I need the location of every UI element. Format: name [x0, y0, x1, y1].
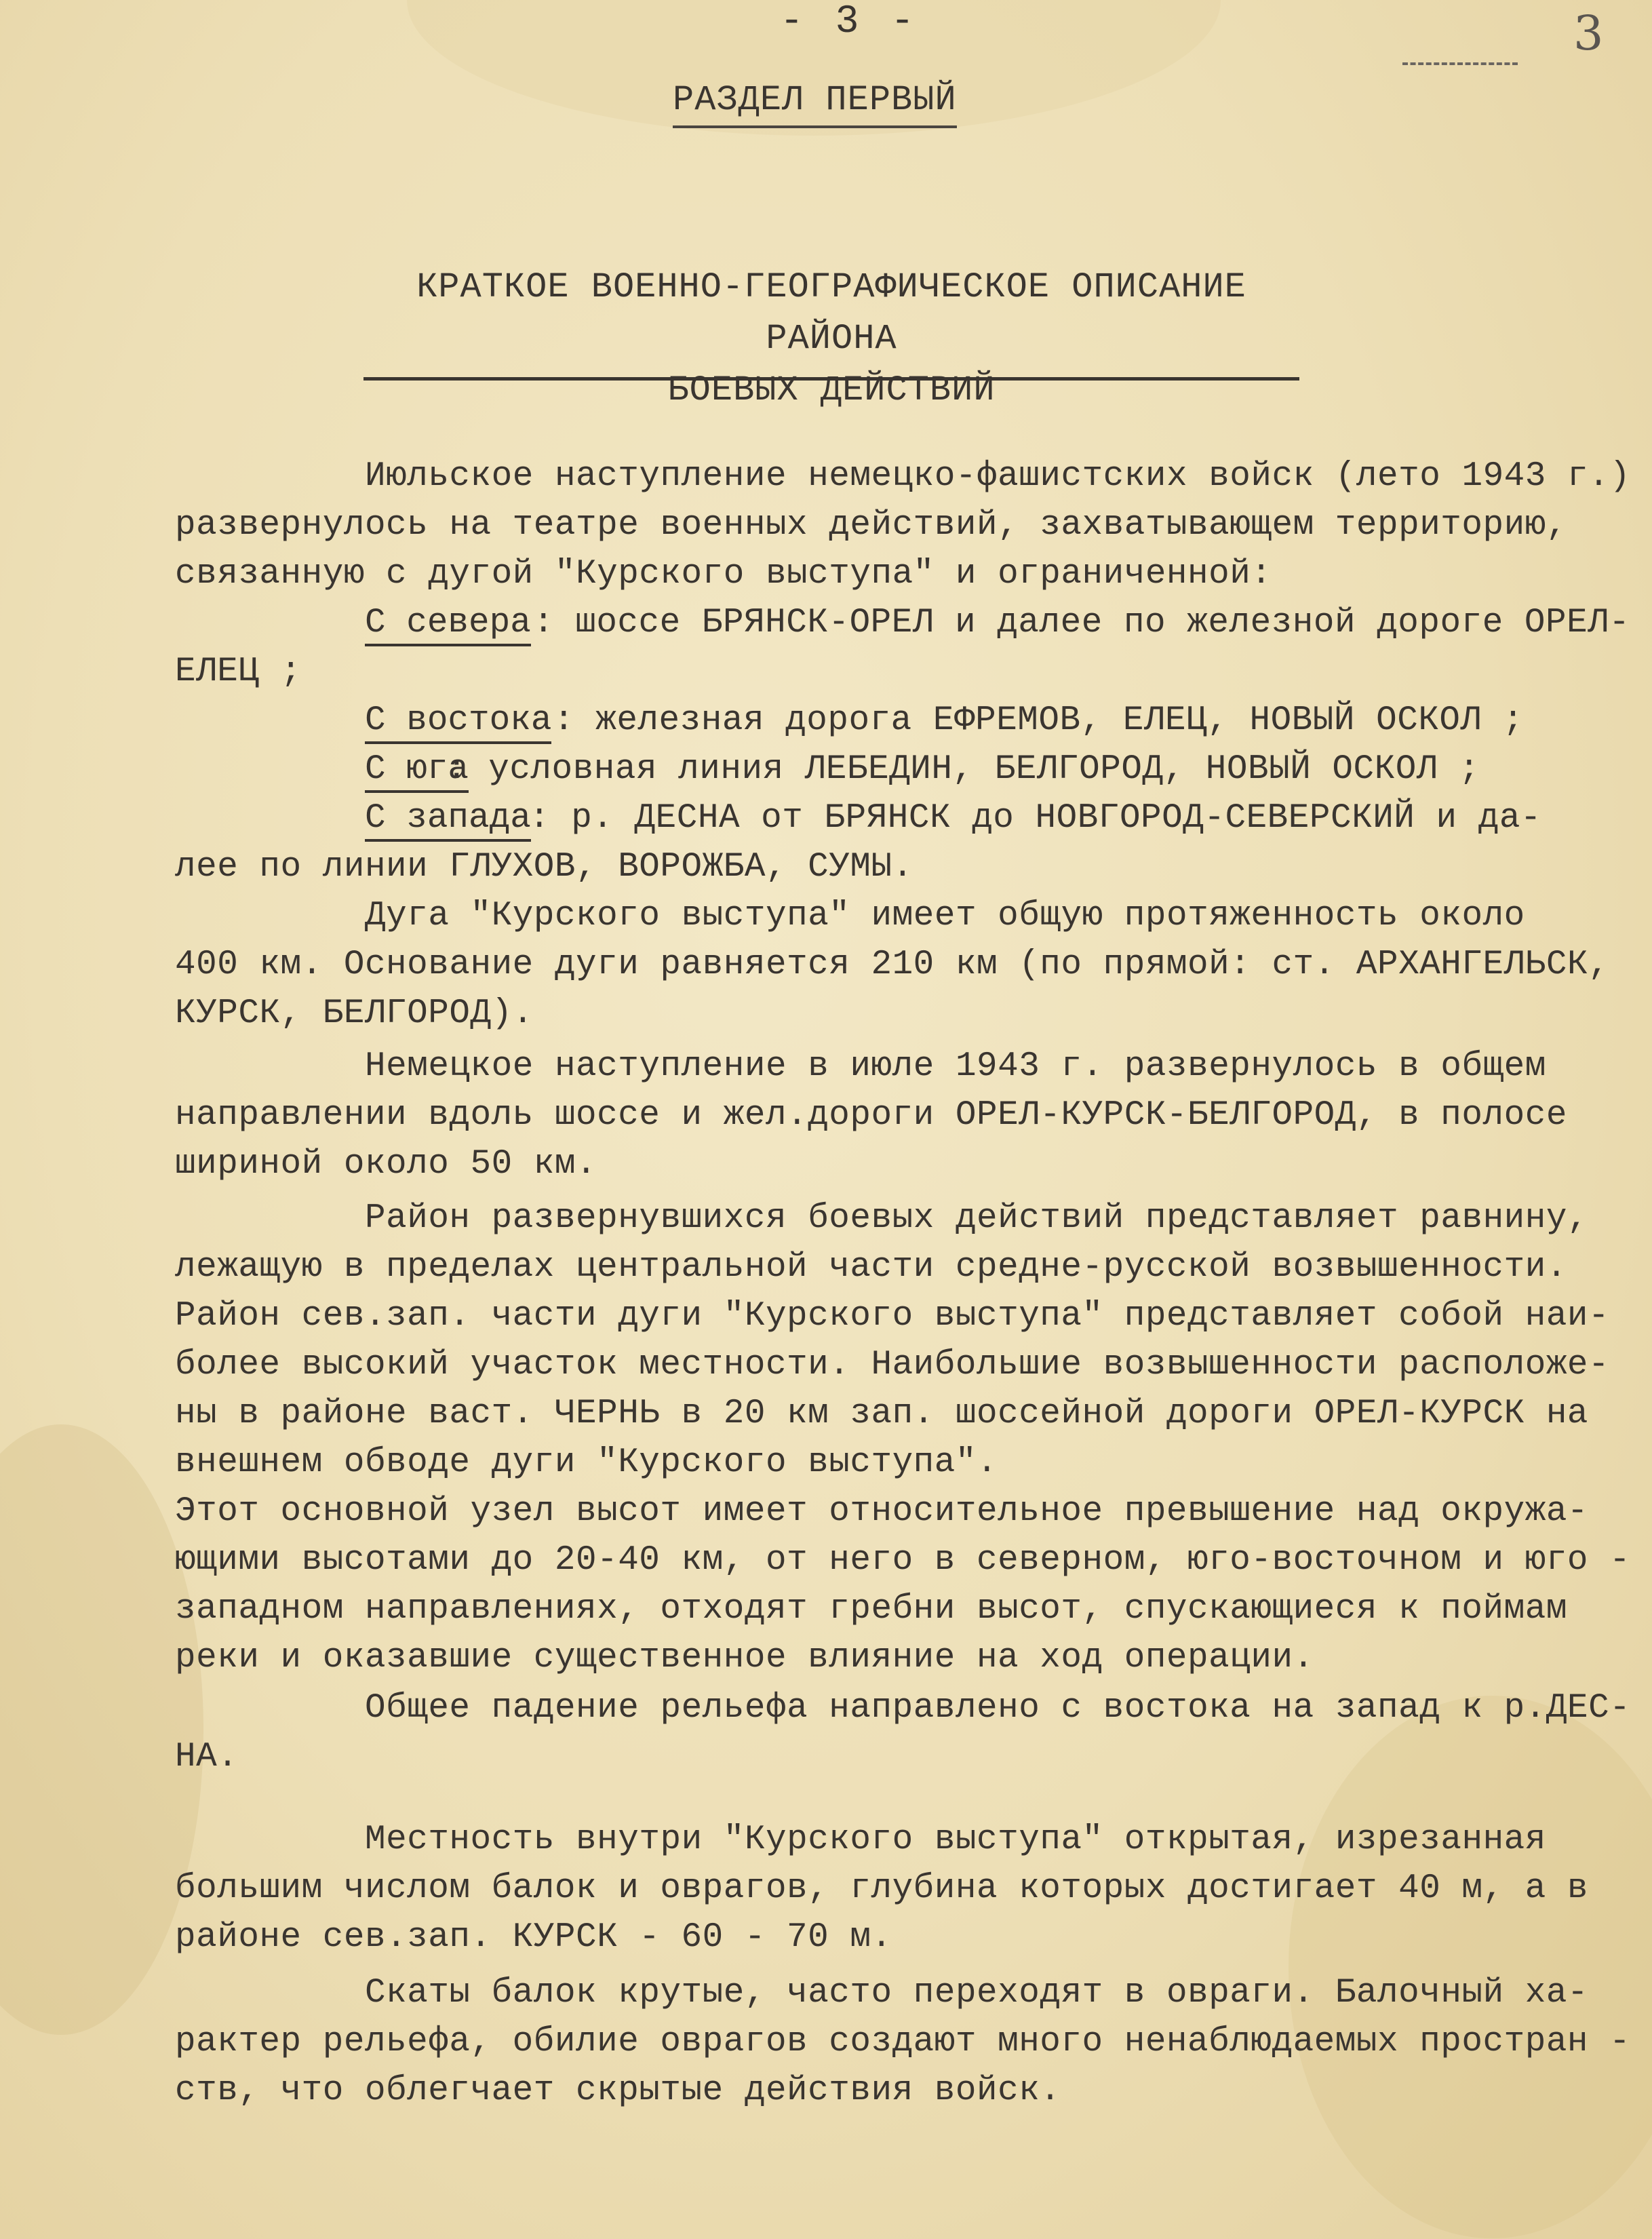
- text-line: Общее падение рельефа направлено с востока на запад к р.ДЕС-: [365, 1689, 1631, 1728]
- text-line: направлении вдоль шоссе и жел.дороги ОРЕЛ-КУРСК-БЕЛГОРОД, в полосе: [175, 1096, 1567, 1135]
- paper-stain: [0, 1424, 203, 2035]
- text-line: шириной около 50 км.: [175, 1145, 597, 1184]
- document-heading: [363, 262, 1299, 416]
- text-line: районе сев.зап. КУРСК - 60 - 70 м.: [175, 1918, 892, 1957]
- text-line: 400 км. Основание дуги равняется 210 км (по прямой: ст. АРХАНГЕЛЬСК,: [175, 946, 1610, 984]
- page-number: - 3 -: [780, 0, 919, 44]
- text-line: связанную с дугой "Курского выступа" и ограниченной:: [175, 555, 1272, 593]
- direction-west-label: С запада: [365, 799, 531, 842]
- text-line: внешнем обводе дуги "Курского выступа".: [175, 1443, 998, 1482]
- text-line: более высокий участок местности. Наибольшие возвышенности расположе-: [175, 1346, 1610, 1384]
- text-line: Июльское наступление немецко-фашистских войск (лето 1943 г.): [365, 457, 1631, 496]
- text-line: большим числом балок и оврагов, глубина которых достигает 40 м, а в: [175, 1869, 1589, 1908]
- section-title: РАЗДЕЛ ПЕРВЫЙ: [673, 80, 957, 128]
- heading-line-2: БОЕВЫХ ДЕЙСТВИЙ: [667, 370, 996, 410]
- text-line: Скаты балок крутые, часто переходят в овраги. Балочный ха-: [365, 1974, 1589, 2012]
- text-line: : железная дорога ЕФРЕМОВ, ЕЛЕЦ, НОВЫЙ ОСКОЛ ;: [553, 701, 1524, 740]
- text-line: ств, что облегчает скрытые действия войск.: [175, 2071, 1061, 2110]
- heading-line-1: КРАТКОЕ ВОЕННО-ГЕОГРАФИЧЕСКОЕ ОПИСАНИЕ РАЙОНА: [416, 267, 1246, 359]
- text-line: рактер рельефа, обилие оврагов создают много ненаблюдаемых простран -: [175, 2023, 1631, 2061]
- text-line: лежащую в пределах центральной части средне-русской возвышенности.: [175, 1248, 1567, 1287]
- text-line: КУРСК, БЕЛГОРОД).: [175, 994, 534, 1033]
- heading-underline: [363, 377, 1299, 381]
- text-line: Немецкое наступление в июле 1943 г. развернулось в общем: [365, 1047, 1546, 1086]
- corner-page-number: 3: [1573, 5, 1604, 61]
- corner-dash-line: [1402, 62, 1518, 65]
- text-line: реки и оказавшие существенное влияние на ход операции.: [175, 1639, 1314, 1677]
- text-line: Район сев.зап. части дуги "Курского выступа" представляет собой наи-: [175, 1297, 1610, 1336]
- text-line: развернулось на театре военных действий, захватывающем территорию,: [175, 506, 1567, 545]
- text-line: : условная линия ЛЕБЕДИН, БЕЛГОРОД, НОВЫЙ ОСКОЛ ;: [446, 750, 1480, 789]
- text-line: : р. ДЕСНА от БРЯНСК до НОВГОРОД-СЕВЕРСКИЙ и да-: [529, 799, 1542, 838]
- text-line: ЕЛЕЦ ;: [175, 653, 302, 691]
- text-line: Дуга "Курского выступа" имеет общую протяженность около: [365, 897, 1525, 935]
- direction-south-label: С юга: [365, 750, 469, 793]
- text-line: лее по линии ГЛУХОВ, ВОРОЖБА, СУМЫ.: [175, 848, 913, 887]
- text-line: : шоссе БРЯНСК-ОРЕЛ и далее по железной дороге ОРЕЛ-: [533, 604, 1630, 642]
- paper-stain: [1289, 1696, 1652, 2238]
- text-line: западном направлениях, отходят гребни высот, спускающиеся к поймам: [175, 1590, 1567, 1629]
- text-line: ющими высотами до 20-40 км, от него в северном, юго-восточном и юго -: [175, 1541, 1631, 1580]
- direction-north-label: С севера: [365, 604, 531, 646]
- direction-east-label: С востока: [365, 701, 551, 744]
- text-line: ны в районе ваcт. ЧЕРНЬ в 20 км зап. шоссейной дороги ОРЕЛ-КУРСК на: [175, 1395, 1589, 1433]
- text-line: НА.: [175, 1738, 239, 1776]
- text-line: Этот основной узел высот имеет относительное превышение над окружа-: [175, 1492, 1589, 1531]
- text-line: Район развернувшихся боевых действий представляет равнину,: [365, 1199, 1589, 1238]
- text-line: Местность внутри "Курского выступа" открытая, изрезанная: [365, 1821, 1546, 1859]
